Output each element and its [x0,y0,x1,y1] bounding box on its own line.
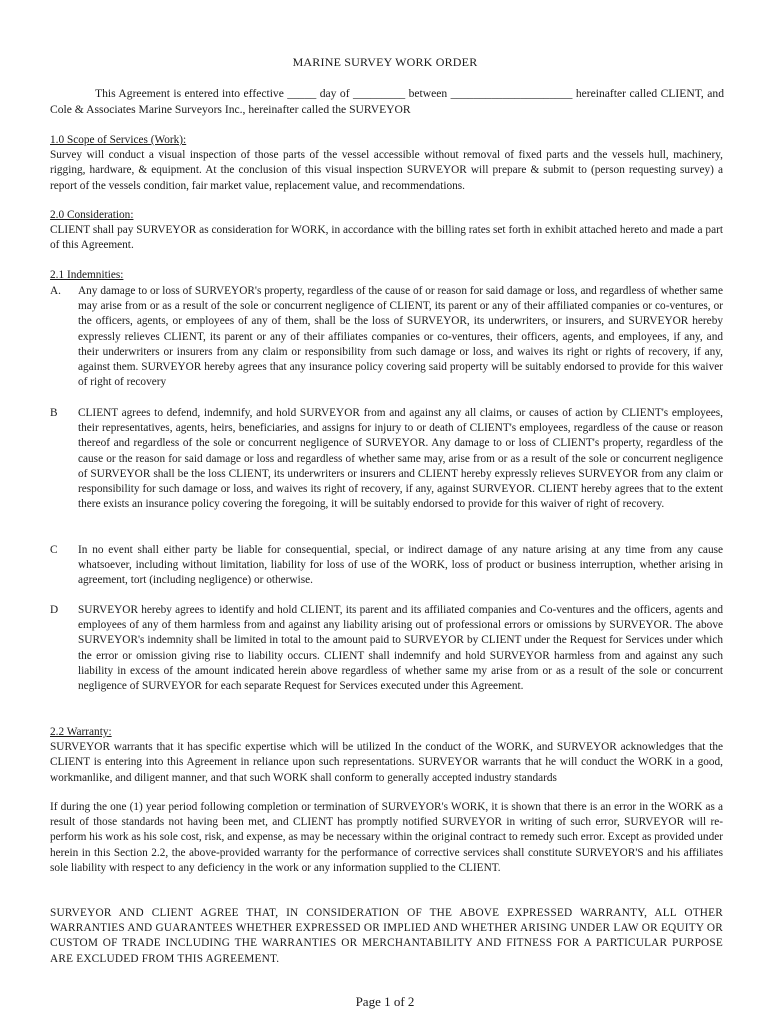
indemnities-heading-block [50,268,723,283]
consideration-text: CLIENT shall pay SURVEYOR as consideration for WORK, in accordance with the billing rates set forth in exhibit attached hereto and made a part of this Agreement. [50,224,723,252]
indemnity-item-d [50,603,723,694]
consideration-heading: 2.0 Consideration: [50,209,134,221]
warranty-disclaimer: SURVEYOR AND CLIENT AGREE THAT, IN CONSIDERATION OF THE ABOVE EXPRESSED WARRANTY, ALL OTHER WARRANTIES AND GUARANTEES WHETHER EXPRESSED OR IMPLIED AND WHETHER ARISING UNDER LAW OR EQUITY OR CUSTOM OF TRADE INCLUDING THE WARRANTIES OR MERCHANTABILITY AND FITNESS FOR A PARTICULAR PURPOSE ARE EXCLUDED FROM THIS AGREEMENT. [50,907,723,965]
indemnity-item-c [50,543,723,589]
warranty-paragraph-2: If during the one (1) year period following completion or termination of SURVEYOR's WORK, it is shown that there is an error in the WORK as a result of those standards not having been met, and CLIENT has promptly notified SURVEYOR in writing of such error, SURVEYOR will re-perform his work as his sole cost, risk, and expense, as may be necessary within the original contract to remedy such error. Except as provided under herein in this Section 2.2, the above-provided warranty for the performance of corrective services shall constitute SURVEYOR'S and his affiliates sole liability with respect to any deficiency in the work or any information supplied to the CLIENT. [50,801,723,874]
indemnity-text: Any damage to or loss of SURVEYOR's property, regardless of the cause of or reason for said damage or loss, and regardless of whether same may arise from or as a result of the sole or concurrent negligence of CLIENT, its parent or any of their affiliated companies or co-ventures, or the officers, agents, or employees of any of them, shall be the loss of SURVEYOR, its underwriters, or insurers, and SURVEYOR hereby expressly relieves CLIENT, its parent or any of their affiliates companies or co-ventures, their officers, agents, and employees, if any, and their underwriters or insurers from any claim or responsibility from such damage or loss, and waives its right or rights of recovery, if any, against them. SURVEYOR hereby agrees that any insurance policy covering said property will be suitably endorsed to provide for this waiver of right of recovery [78,285,723,389]
warranty-heading: 2.2 Warranty: [50,726,112,738]
scope-text: Survey will conduct a visual inspection of those parts of the vessel accessible without removal of fixed parts and the vessels hull, machinery, rigging, hardware, & equipment. At the conclusion of this visual inspection SURVEYOR will prepare & submit to (person requesting survey) a report of the vessels condition, fair market value, replacement value, and recommendations. [50,149,723,192]
indemnity-text: SURVEYOR hereby agrees to identify and hold CLIENT, its parent and its affiliated companies and Co-ventures and the officers, agents and employees of any of them harmless from and against any liability arising out of professional errors or omissions by SURVEYOR. The above SURVEYOR's indemnity shall be limited in total to the amount paid to SURVEYOR by CLIENT under the Request for Services under which the error or omission giving rise to liability occurs. CLIENT shall indemnify and hold SURVEYOR harmless from and against any such liability in excess of the amount indicated herein above regardless of whether same my arise from or as a result of the sole or concurrent negligence of SURVEYOR for each separate Request for Services executed under this Agreement. [78,604,723,693]
indemnity-letter: B [50,407,58,419]
document-title: MARINE SURVEY WORK ORDER [292,55,478,69]
warranty-paragraph-1: SURVEYOR warrants that it has specific expertise which will be utilized In the conduct of the WORK, and SURVEYOR acknowledges that the CLIENT is entering into this Agreement in reliance upon such representations. SURVEYOR warrants that he will conduct the WORK in a good, workmanlike, and diligent manner, and that such WORK shall conform to generally accepted industry standards [50,741,723,784]
scope-section [50,133,723,194]
indemnity-letter: D [50,604,59,616]
scope-heading: 1.0 Scope of Services (Work): [50,134,187,146]
indemnities-heading: 2.1 Indemnities: [50,269,124,281]
page-number: Page 1 of 2 [355,994,415,1009]
indemnity-item-b [50,406,723,512]
indemnity-letter: A. [50,285,61,297]
agreement-intro: This Agreement is entered into effective _____ day of _________ between _____________________ hereinafter called CLIENT, and Cole & Associates Marine Surveyors Inc., hereinafter called the SURVEYOR [50,87,724,116]
consideration-section [50,208,723,254]
indemnity-letter: C [50,544,58,556]
indemnity-item-a [50,284,723,390]
indemnity-text: CLIENT agrees to defend, indemnify, and hold SURVEYOR from and against any all claims, or causes of action by CLIENT's employees, their representatives, agents, heirs, beneficiaries, and assigns for injury to or death of CLIENT's employees, regardless of the cause or reason thereof and regardless of the sole or concurrent negligence of SURVEYOR. Any damage to or loss of CLIENT's property, regardless of the cause or the reason for said damage or loss and regardless of whether same may, arise from or as a result of the sole or concurrent negligence of SURVEYOR shall be the loss CLIENT, its underwriters or insurers and CLIENT hereby expressly relieves SURVEYOR from any claim or responsibility for such damage or loss, and waives its right of recovery, if any, against SURVEYOR. CLIENT hereby agrees that to the extent there exists an insurance policy covering the foregoing, it will be suitably endorsed to provide for this waiver of right of recovery. [78,407,723,511]
warranty-section [50,725,723,786]
indemnity-text: In no event shall either party be liable for consequential, special, or indirect damage of any nature arising at any time from any cause whatsoever, including without limitation, liability for loss of use of the WORK, loss of product or business interruption, whether arising in agreement, tort (including negligence) or otherwise. [78,544,723,587]
